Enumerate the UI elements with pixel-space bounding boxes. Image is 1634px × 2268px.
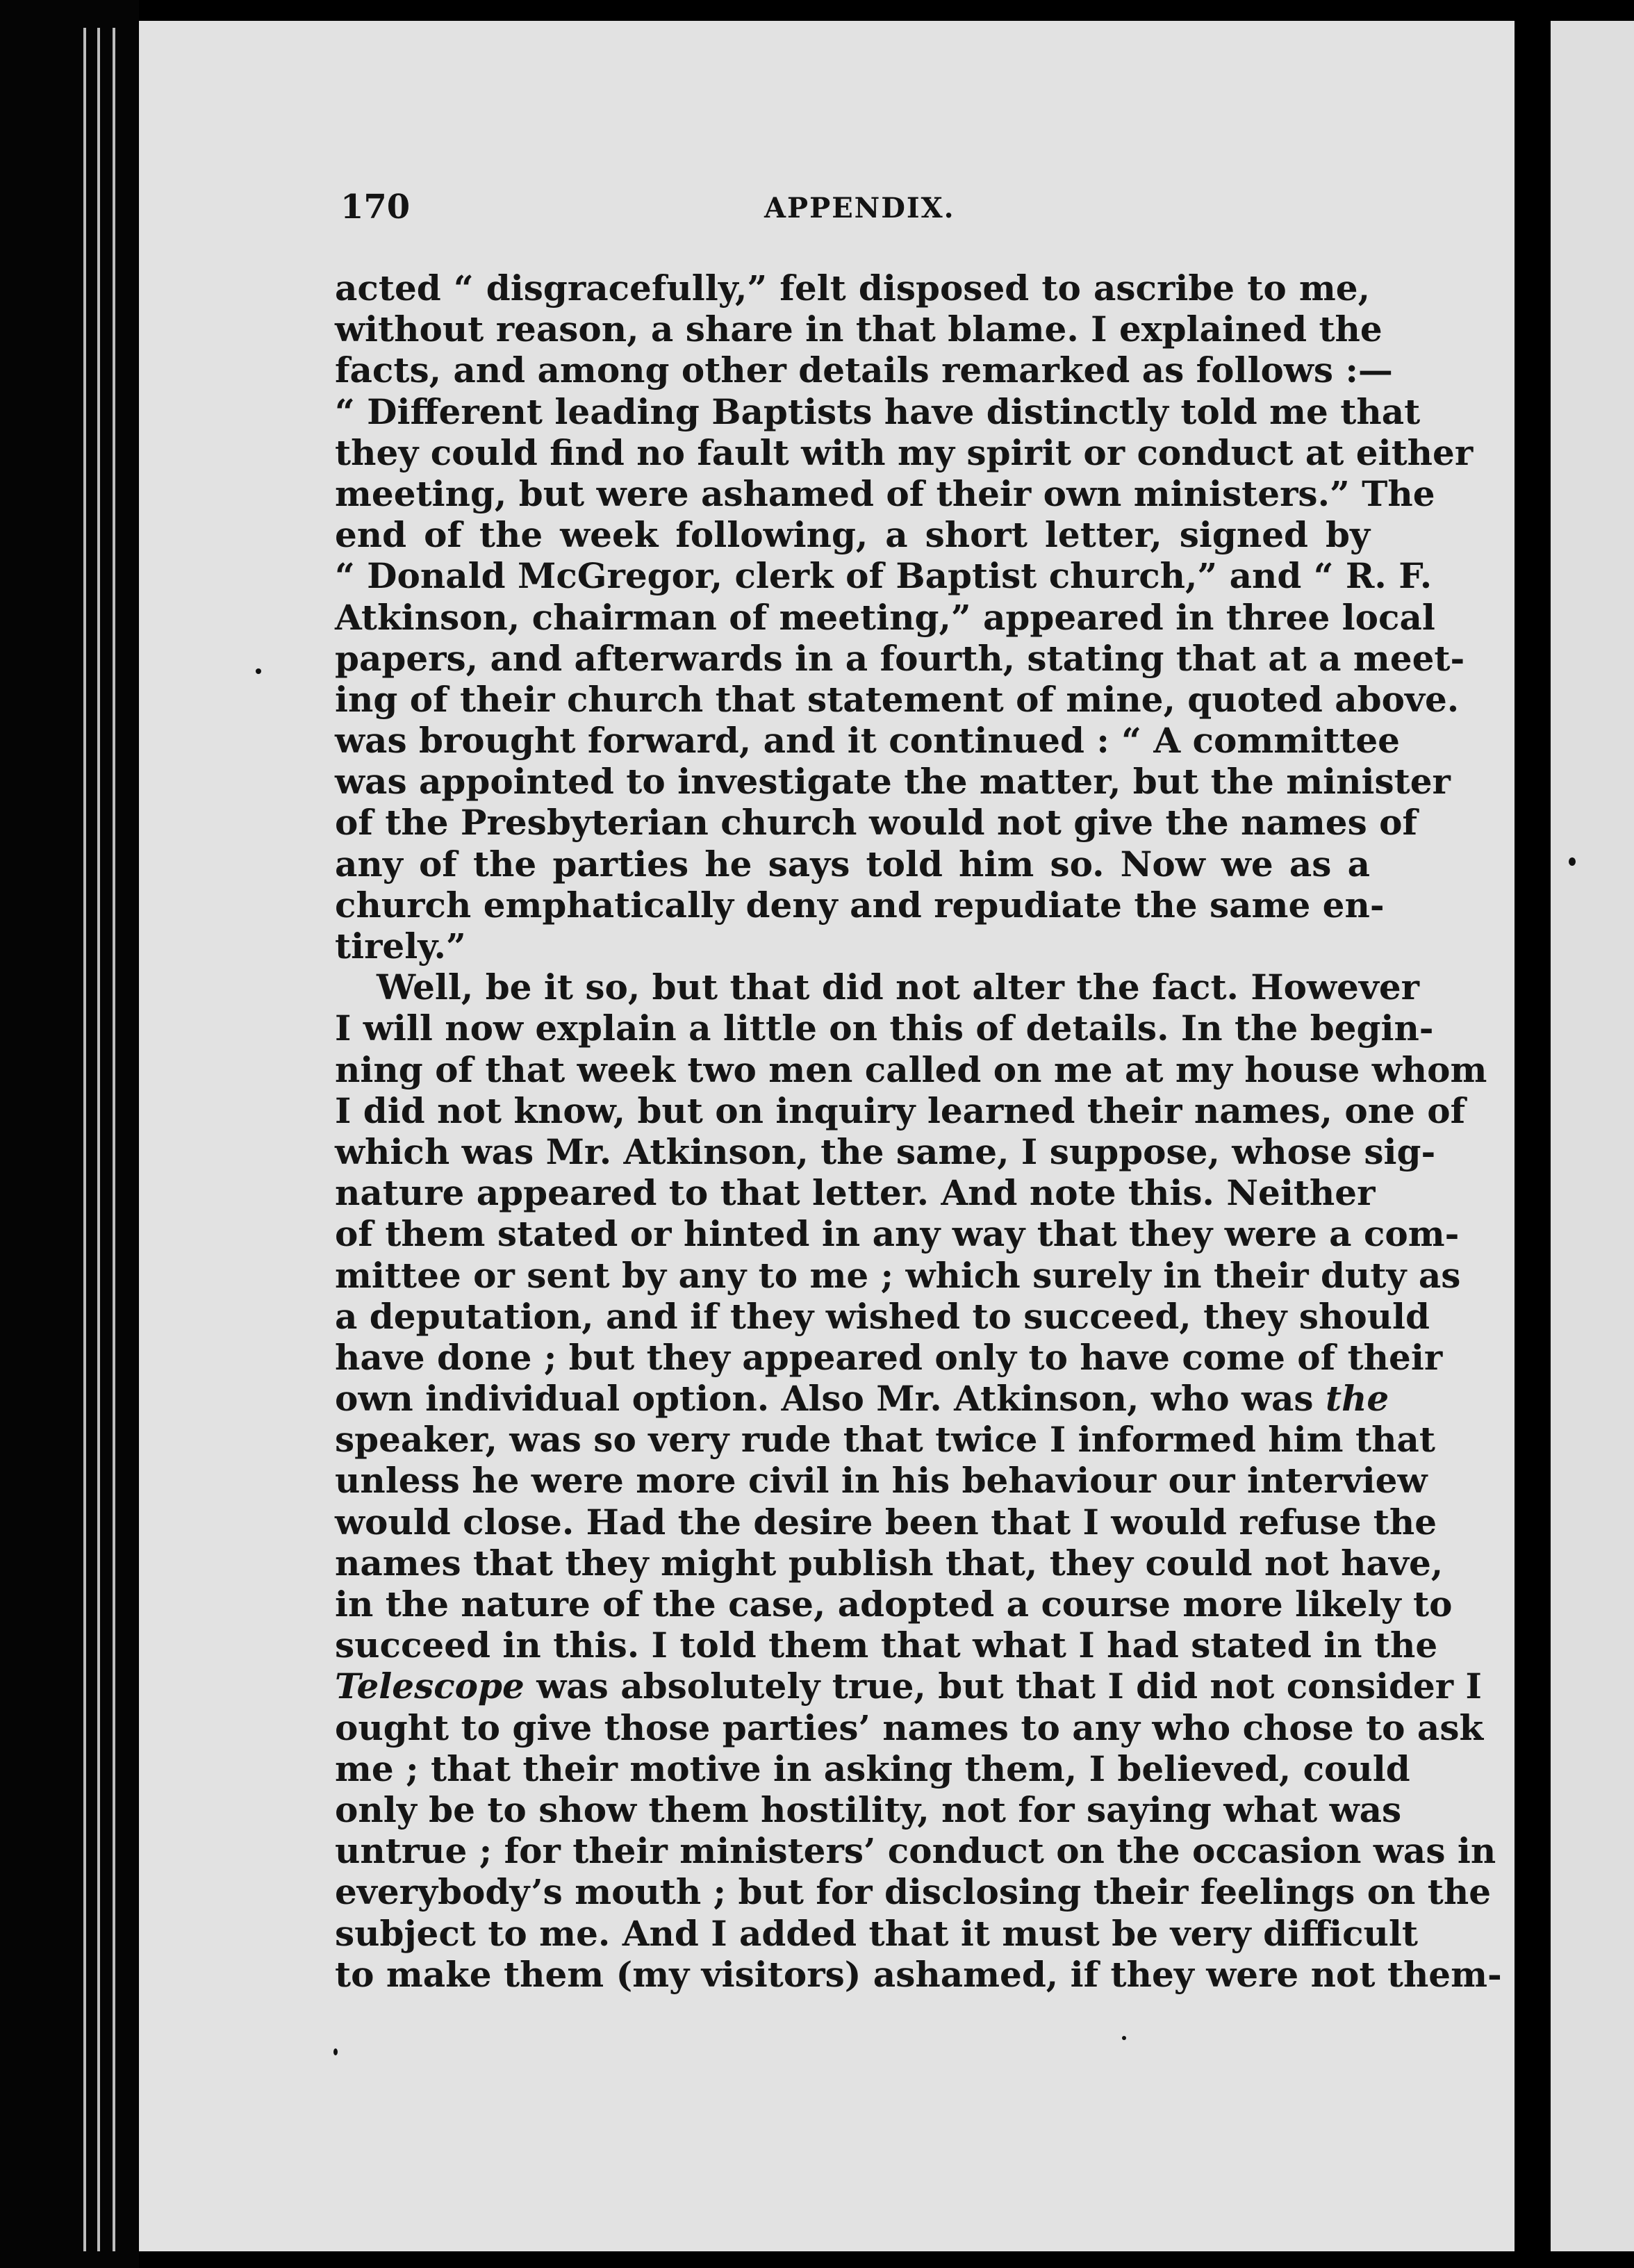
text-line: tirely.” xyxy=(335,926,466,967)
page-number: 170 xyxy=(340,188,411,227)
scan-speck xyxy=(1569,857,1576,866)
text-line: I will now explain a little on this of details. In the begin- xyxy=(335,1008,1434,1049)
text-line: names that they might publish that, they could not have, xyxy=(335,1542,1444,1584)
text-line: I did not know, but on inquiry learned their names, one of xyxy=(335,1090,1466,1131)
text-line xyxy=(335,1378,1389,1420)
text-line: would close. Had the desire been that I would refuse the xyxy=(335,1501,1437,1543)
scan-speck xyxy=(333,2048,338,2055)
text-line: in the nature of the case, adopted a course more likely to xyxy=(335,1584,1453,1625)
adjacent-page-edge xyxy=(1551,21,1634,2251)
text-line: was brought forward, and it continued : “ A committee xyxy=(335,720,1400,762)
text-line: meeting, but were ashamed of their own ministers.” The xyxy=(335,472,1435,514)
text-line: papers, and afterwards in a fourth, stating that at a meet- xyxy=(335,637,1465,679)
text-line: everybody’s mouth ; but for disclosing their feelings on the xyxy=(335,1871,1492,1913)
italic-word: Telescope xyxy=(335,1666,525,1707)
scan-speck xyxy=(256,668,261,674)
text-line-part: was absolutely true, but that I did not consider I xyxy=(536,1666,1482,1707)
text-line: “ Donald McGregor, clerk of Baptist church,” and “ R. F. xyxy=(335,555,1433,597)
text-line: untrue ; for their ministers’ conduct on the occasion was in xyxy=(335,1830,1496,1872)
text-line: which was Mr. Atkinson, the same, I suppose, whose sig- xyxy=(335,1131,1436,1172)
text-line: church emphatically deny and repudiate the same en- xyxy=(335,884,1385,926)
text-line: Atkinson, chairman of meeting,” appeared in three local xyxy=(335,596,1435,638)
text-line: a deputation, and if they wished to succeed, they should xyxy=(335,1295,1430,1337)
page-edge-line xyxy=(113,28,115,2251)
text-line: ought to give those parties’ names to any who chose to ask xyxy=(335,1707,1484,1748)
text-line-part: own individual option. Also Mr. Atkinson, who was xyxy=(335,1378,1314,1420)
text-line: of them stated or hinted in any way that they were a com- xyxy=(335,1213,1460,1255)
italic-word: the xyxy=(1325,1378,1389,1420)
left-binding-shadow xyxy=(0,0,139,2268)
running-head: APPENDIX. xyxy=(764,192,955,224)
page-edge-line xyxy=(97,28,100,2251)
text-line: Well, be it so, but that did not alter the fact. However xyxy=(377,967,1420,1008)
text-line: me ; that their motive in asking them, I believed, could xyxy=(335,1748,1410,1789)
text-line: acted “ disgracefully,” felt disposed to ascribe to me, xyxy=(335,268,1370,309)
text-line: without reason, a share in that blame. I explained the xyxy=(335,309,1383,350)
text-line: unless he were more civil in his behaviour our interview xyxy=(335,1460,1428,1502)
text-line: speaker, was so very rude that twice I informed him that xyxy=(335,1419,1435,1461)
text-line: only be to show them hostility, not for saying what was xyxy=(335,1789,1402,1830)
text-line: facts, and among other details remarked as follows :— xyxy=(335,350,1393,391)
scan-speck xyxy=(1122,2036,1126,2040)
page-header xyxy=(340,188,1383,236)
text-line: have done ; but they appeared only to have come of their xyxy=(335,1336,1443,1378)
text-line: to make them (my visitors) ashamed, if they were not them- xyxy=(335,1953,1502,1995)
body-text xyxy=(335,268,1502,1995)
text-line: they could find no fault with my spirit or conduct at either xyxy=(335,432,1474,473)
text-line: ning of that week two men called on me at my house whom xyxy=(335,1049,1487,1090)
text-line: of the Presbyterian church would not give the names of xyxy=(335,802,1418,844)
text-line: was appointed to investigate the matter, but the minister xyxy=(335,761,1451,803)
text-line: any of the parties he says told him so. Now we as a xyxy=(335,843,1370,885)
text-line: end of the week following, a short letter, signed by xyxy=(335,514,1370,556)
text-line: subject to me. And I added that it must be very difficult xyxy=(335,1912,1418,1954)
text-line xyxy=(335,1666,1482,1707)
page-edge-line xyxy=(83,28,86,2251)
text-line: ing of their church that statement of mine, quoted above. xyxy=(335,678,1460,720)
text-line: nature appeared to that letter. And note this. Neither xyxy=(335,1172,1376,1214)
text-line: “ Different leading Baptists have distinctly told me that xyxy=(335,391,1421,432)
text-line: succeed in this. I told them that what I had stated in the xyxy=(335,1625,1438,1666)
text-line: mittee or sent by any to me ; which surely in their duty as xyxy=(335,1254,1461,1296)
